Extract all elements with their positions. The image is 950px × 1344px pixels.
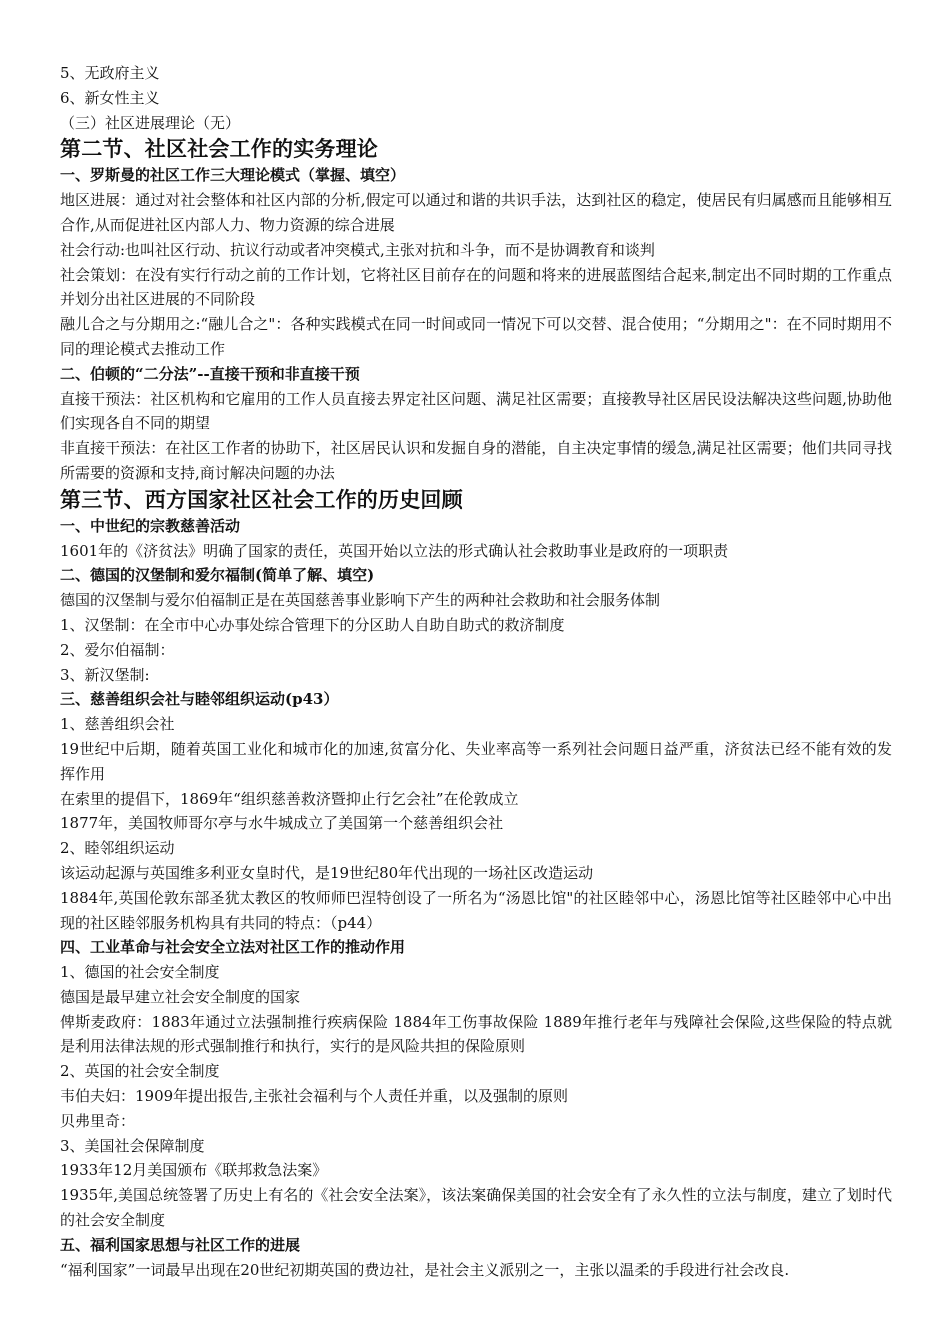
subsection-heading: 一、罗斯曼的社区工作三大理论模式（掌握、填空） xyxy=(60,166,406,185)
paragraph: 韦伯夫妇：1909年提出报告,主张社会福利与个人责任并重，以及强制的原则 xyxy=(60,1087,568,1106)
subsection-heading: 二、伯顿的“二分法”--直接干预和非直接干预 xyxy=(60,364,360,383)
paragraph: 德国的汉堡制与爱尔伯福制正是在英国慈善事业影响下产生的两种社会救助和社会服务体制 xyxy=(60,591,661,610)
list-item: 3、美国社会保障制度 xyxy=(60,1136,205,1155)
list-item: 2、英国的社会安全制度 xyxy=(60,1062,220,1081)
subsection-heading: 二、德国的汉堡制和爱尔福制(简单了解、填空) xyxy=(60,566,375,585)
paragraph: 地区进展：通过对社会整体和社区内部的分析,假定可以通过和谐的共识手法，达到社区的稳定，使居民有归属感而且能够相互合作,从而促进社区内部人力、物力资源的综合进展 xyxy=(60,191,892,234)
paragraph: 直接干预法：社区机构和它雇用的工作人员直接去界定社区问题、满足社区需要；直接教导社区居民设法解决这些问题,协助他们实现各自不同的期望 xyxy=(60,389,892,433)
paragraph: 德国是最早建立社会安全制度的国家 xyxy=(60,987,301,1006)
paragraph: 1601年的《济贫法》明确了国家的责任，英国开始以立法的形式确认社会救助事业是政府的一项职责 xyxy=(60,541,729,560)
paragraph: 该运动起源与英国维多利亚女皇时代，是19世纪80年代出现的一场社区改造运动 xyxy=(60,863,594,882)
paragraph: 1933年12月美国颁布《联邦救急法案》 xyxy=(60,1161,328,1180)
section-heading: 第三节、西方国家社区社会工作的历史回顾 xyxy=(60,486,463,512)
subsection-title: （三）社区进展理论（无） xyxy=(60,113,241,132)
list-item: 5、无政府主义 xyxy=(60,64,160,82)
list-item: 6、新女性主义 xyxy=(60,88,160,107)
list-item: 1、汉堡制：在全市中心办事处综合管理下的分区助人自助自助式的救济制度 xyxy=(60,615,565,634)
paragraph: 俾斯麦政府：1883年通过立法强制推行疾病保险 1884年工伤事故保险 1889年推行老年与残障社会保险,这些保险的特点就是利用法律法规的形式强制推行和执行，实行的是风险共担的保险原则 xyxy=(60,1012,892,1056)
paragraph: “福利国家”一词最早出现在20世纪初期英国的费边社，是社会主义派别之一，主张以温柔的手段进行社会改良. xyxy=(60,1260,790,1279)
section-heading: 第二节、社区社会工作的实务理论 xyxy=(60,136,378,162)
list-item: 2、睦邻组织运动 xyxy=(60,839,175,858)
subsection-heading: 五、福利国家思想与社区工作的进展 xyxy=(60,1235,301,1254)
subsection-heading: 三、慈善组织会社与睦邻组织运动(p43） xyxy=(60,690,339,709)
list-item: 1、德国的社会安全制度 xyxy=(60,963,220,982)
paragraph: 1884年,英国伦敦东部圣犹太教区的牧师师巴涅特创设了一所名为“汤恩比馆"的社区睦邻中心，汤恩比馆等社区睦邻中心中出现的社区睦邻服务机构具有共同的特点：（p44） xyxy=(60,888,892,932)
paragraph: 1935年,美国总统签署了历史上有名的《社会安全法案》，该法案确保美国的社会安全有了永久性的立法与制度，建立了划时代的社会安全制度 xyxy=(60,1186,892,1230)
paragraph: 贝弗里奇： xyxy=(60,1111,136,1130)
subsection-heading: 一、中世纪的宗教慈善活动 xyxy=(60,516,241,535)
list-item: 3、新汉堡制: xyxy=(60,665,150,684)
paragraph: 社会策划：在没有实行行动之前的工作计划，它将社区目前存在的问题和将来的进展蓝图结合起来,制定出不同时期的工作重点并划分出社区进展的不同阶段 xyxy=(60,265,892,309)
paragraph: 19世纪中后期，随着英国工业化和城市化的加速,贫富分化、失业率高等一系列社会问题日益严重，济贫法已经不能有效的发挥作用 xyxy=(60,739,892,783)
list-item: 2、爱尔伯福制： xyxy=(60,640,175,659)
paragraph: 社会行动:也叫社区行动、抗议行动或者冲突模式,主张对抗和斗争，而不是协调教育和谈判 xyxy=(60,240,655,259)
subsection-heading: 四、工业革命与社会安全立法对社区工作的推动作用 xyxy=(60,938,406,957)
paragraph: 非直接干预法：在社区工作者的协助下，社区居民认识和发掘自身的潜能，自主决定事情的缓急,满足社区需要；他们共同寻找所需要的资源和支持,商讨解决问题的办法 xyxy=(60,439,892,482)
paragraph: 在索里的提倡下，1869年“组织慈善救济暨抑止行乞会社”在伦敦成立 xyxy=(60,789,519,808)
list-item: 1、慈善组织会社 xyxy=(60,715,175,734)
paragraph: 融儿合之与分期用之:“融儿合之"：各种实践模式在同一时间或同一情况下可以交替、混合使用；“分期用之"：在不同时期用不同的理论模式去推动工作 xyxy=(60,315,892,358)
paragraph: 1877年，美国牧师哥尔亭与水牛城成立了美国第一个慈善组织会社 xyxy=(60,814,504,833)
